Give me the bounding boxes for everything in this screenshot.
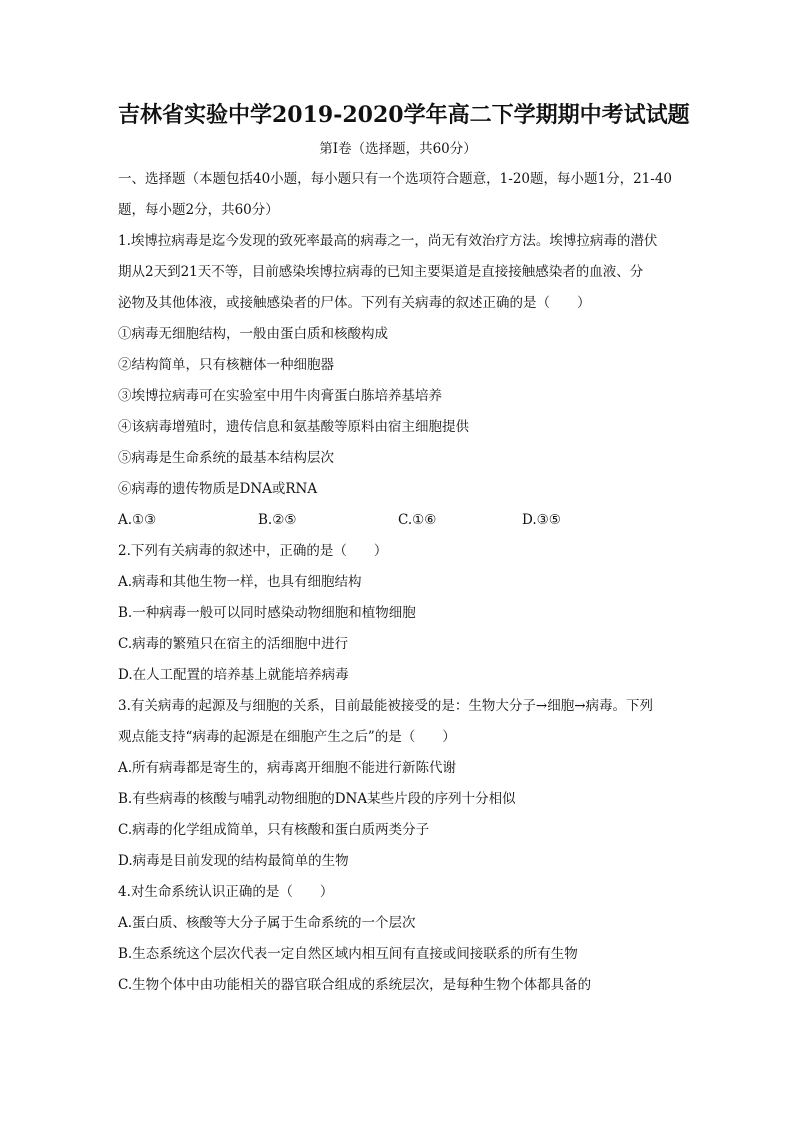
question-3 [118,691,678,877]
exam-page [118,100,690,1001]
question-3-stem-line-2: 观点能支持“病毒的起源是在细胞产生之后”的是（ ） [118,729,456,745]
question-4 [118,877,678,1001]
question-4-stem-line-1: 4.对生命系统认识正确的是（ ） [118,884,334,900]
exam-subtitle: 第Ⅰ卷（选择题，共60分） [319,141,477,157]
question-1-statement-5: ⑤病毒是生命系统的最基本结构层次 [118,450,334,466]
question-1-stem-line-3: 泌物及其他体液，或接触感染者的尸体。下列有关病毒的叙述正确的是（ ） [118,295,591,311]
question-4-option-a: A.蛋白质、核酸等大分子属于生命系统的一个层次 [118,915,416,931]
question-2-option-a: A.病毒和其他生物一样，也具有细胞结构 [118,574,362,590]
question-1-option-c: C.①⑥ [398,512,437,528]
question-3-option-b: B.有些病毒的核酸与哺乳动物细胞的DNA某些片段的序列十分相似 [118,791,516,807]
question-2-option-d: D.在人工配置的培养基上就能培养病毒 [118,667,349,683]
question-4-option-b: B.生态系统这个层次代表一定自然区域内相互间有直接或间接联系的所有生物 [118,946,578,962]
question-2 [118,536,678,691]
question-3-option-d: D.病毒是目前发现的结构最简单的生物 [118,853,349,869]
question-1 [118,226,678,536]
question-1-option-b: B.②⑤ [258,512,297,528]
question-2-option-b: B.一种病毒一般可以同时感染动物细胞和植物细胞 [118,605,416,621]
question-1-option-a: A.①③ [118,512,157,528]
question-1-statement-1: ①病毒无细胞结构，一般由蛋白质和核酸构成 [118,326,388,342]
question-1-options [118,505,678,536]
question-2-option-c: C.病毒的繁殖只在宿主的活细胞中进行 [118,636,349,652]
question-1-statement-6: ⑥病毒的遗传物质是DNA或RNA [118,481,318,497]
question-1-option-d: D.③⑤ [522,512,561,528]
question-1-stem-line-1: 1.埃博拉病毒是迄今发现的致死率最高的病毒之一，尚无有效治疗方法。埃博拉病毒的潜伏 [118,233,658,249]
section-header: 一、选择题（本题包括40小题，每小题只有一个选项符合题意，1-20题，每小题1分，21-40题，每小题2分，共60分） [118,171,673,218]
question-3-option-c: C.病毒的化学组成简单，只有核酸和蛋白质两类分子 [118,822,430,838]
question-1-statement-2: ②结构简单，只有核糖体一种细胞器 [118,357,334,373]
question-1-stem-line-2: 期从2天到21天不等，目前感染埃博拉病毒的已知主要渠道是直接接触感染者的血液、分 [118,264,644,280]
question-4-option-c: C.生物个体中由功能相关的器官联合组成的系统层次，是每种生物个体都具备的 [118,977,592,993]
question-3-stem-line-1: 3.有关病毒的起源及与细胞的关系，目前最能被接受的是：生物大分子→细胞→病毒。下列 [118,698,654,714]
question-1-statement-4: ④该病毒增殖时，遗传信息和氨基酸等原料由宿主细胞提供 [118,419,469,435]
question-1-statement-3: ③埃博拉病毒可在实验室中用牛肉膏蛋白胨培养基培养 [118,388,442,404]
exam-title: 吉林省实验中学2019-2020学年高二下学期期中考试试题 [118,102,690,128]
question-2-stem-line-1: 2.下列有关病毒的叙述中，正确的是（ ） [118,543,388,559]
question-3-option-a: A.所有病毒都是寄生的，病毒离开细胞不能进行新陈代谢 [118,760,457,776]
